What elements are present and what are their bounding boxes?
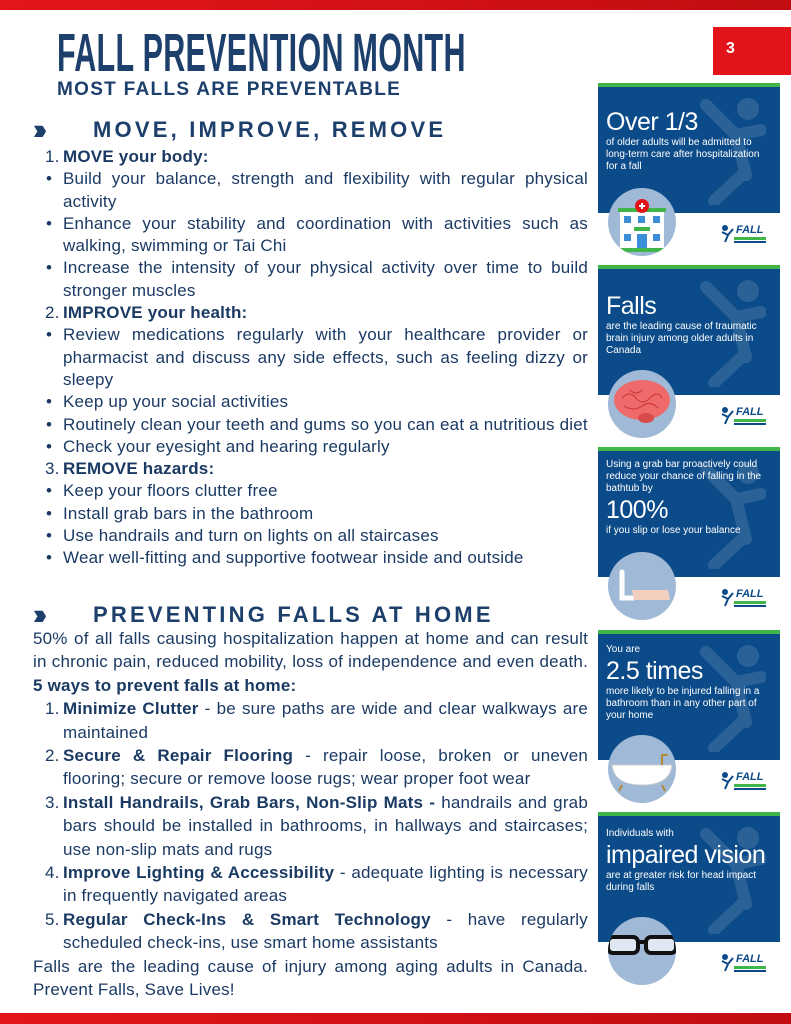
numbered-item — [33, 908, 588, 955]
bullet-item — [33, 503, 588, 525]
stat-pre-text: Individuals with — [606, 828, 674, 839]
bullet-text: Check your eyesight and hearing regularly — [63, 436, 390, 456]
list-number: 5. — [45, 909, 60, 929]
numbered-heading — [33, 458, 588, 480]
page-subtitle: MOST FALLS ARE PREVENTABLE — [57, 79, 402, 100]
stat-post-text: are the leading cause of traumatic brain injury among older adults in Canada — [606, 321, 757, 356]
section-title: PREVENTING FALLS AT HOME — [93, 601, 494, 627]
stat-pre-text: Using a grab bar proactively could reduce your chance of falling in the bathtub by — [606, 459, 762, 494]
page-title: FALL PREVENTION MONTH — [57, 23, 466, 83]
numbered-heading — [33, 146, 588, 168]
list-number: 2. — [45, 746, 60, 766]
stat-card — [598, 83, 780, 265]
numbered-item — [33, 697, 588, 744]
numbered-item — [33, 744, 588, 791]
bullet-text: Install grab bars in the bathroom — [63, 503, 314, 523]
stat-post-text: more likely to be injured falling in a bathroom than in any other part of your home — [606, 686, 760, 721]
hospital-icon — [608, 188, 676, 256]
item-text: - adequate lighting is necessary in frequently navigated areas — [63, 863, 588, 906]
stat-pre-text: You are — [606, 644, 641, 655]
list-number: 1. — [45, 147, 60, 166]
closing-paragraph: Falls are the leading cause of injury among aging adults in Canada. Prevent Falls, Save Lives! — [33, 956, 588, 1000]
stat-number: 2.5 times — [606, 657, 703, 685]
item-text: - repair loose, broken or uneven flooring; secure or remove loose rugs; wear proper foot wear — [63, 746, 589, 789]
bullet-item — [33, 257, 588, 302]
glasses-icon — [608, 917, 676, 985]
bullet-text: Enhance your stability and coordination with activities such as walking, swimming or Tai Chi — [63, 213, 588, 256]
top-bar — [0, 0, 791, 10]
chevrons-icon: ››› — [33, 112, 41, 146]
bottom-bar — [0, 1013, 791, 1024]
group-title: MOVE your body: — [63, 147, 209, 166]
section-title: MOVE, IMPROVE, REMOVE — [93, 116, 447, 142]
bullet-icon: • — [46, 481, 53, 501]
bullet-text: Build your balance, strength and flexibility with regular physical activity — [63, 169, 588, 211]
bathtub-icon — [608, 735, 676, 803]
chevrons-icon: ››› — [33, 597, 41, 631]
logo-text: FALL — [736, 224, 764, 236]
item-text: - have regularly scheduled check-ins, use smart home assistants — [63, 909, 588, 953]
bullet-item — [33, 391, 588, 413]
bullet-item — [33, 324, 588, 391]
numbered-heading — [33, 302, 588, 324]
fall-prevention-logo — [720, 770, 768, 792]
bullet-text: Use handrails and turn on lights on all staircases — [63, 526, 439, 546]
stat-card — [598, 265, 780, 447]
logo-text: FALL — [736, 406, 764, 418]
section-move-content — [33, 146, 588, 570]
bullet-text: Routinely clean your teeth and gums so you can eat a nutritious diet — [63, 414, 588, 434]
numbered-item — [33, 861, 588, 908]
bullet-icon: • — [46, 258, 53, 278]
intro-paragraph — [33, 627, 588, 697]
page-number: 3 — [713, 27, 791, 75]
item-title: Minimize Clutter — [63, 699, 199, 719]
section-heading-move — [33, 114, 446, 145]
logo-text: FALL — [736, 588, 764, 600]
grab-bar-icon — [608, 552, 676, 620]
list-number: 2. — [45, 303, 60, 323]
bullet-icon: • — [46, 325, 53, 345]
bullet-item — [33, 168, 588, 213]
fall-prevention-logo — [720, 405, 768, 427]
list-number: 4. — [45, 863, 60, 883]
intro-text: 50% of all falls causing hospitalization happen at home and can result in chronic pain, reduced mobility, loss of independence and even death. — [33, 629, 588, 672]
bullet-item — [33, 525, 588, 547]
item-title: Improve Lighting & Accessibility — [63, 863, 335, 883]
logo-text: FALL — [736, 953, 764, 965]
bullet-icon: • — [46, 414, 53, 434]
fall-prevention-logo — [720, 223, 768, 245]
bullet-icon: • — [46, 213, 53, 233]
stat-post-text: of older adults will be admitted to long-term care after hospitalization for a fall — [606, 137, 760, 172]
logo-text: FALL — [736, 771, 764, 783]
list-number: 1. — [45, 699, 60, 719]
stat-number: impaired vision — [606, 841, 766, 869]
section-heading-home — [33, 599, 494, 630]
stat-post-text: if you slip or lose your balance — [606, 525, 741, 536]
group-title: REMOVE hazards: — [63, 459, 215, 479]
list-number: 3. — [45, 792, 60, 812]
bullet-text: Increase the intensity of your physical activity over time to build stronger muscles — [63, 258, 588, 300]
bullet-item — [33, 547, 588, 569]
stat-card — [598, 812, 780, 994]
stat-number: Falls — [606, 292, 657, 320]
bullet-icon: • — [46, 548, 53, 568]
item-text: - be sure paths are wide and clear walkways are maintained — [63, 699, 588, 742]
bullet-icon: • — [46, 169, 53, 189]
bullet-item — [33, 213, 588, 258]
bullet-text: Review medications regularly with your healthcare provider or pharmacist and discuss any side effects, such as feeling dizzy or sleepy — [63, 325, 588, 389]
bullet-item — [33, 480, 588, 502]
bullet-text: Wear well-fitting and supportive footwear inside and outside — [63, 548, 524, 568]
bullet-item — [33, 436, 588, 458]
bullet-icon: • — [46, 436, 53, 456]
item-title: Install Handrails, Grab Bars, Non-Slip Mats - — [63, 792, 436, 812]
group-title: IMPROVE your health: — [63, 303, 248, 323]
numbered-item — [33, 791, 588, 861]
bullet-icon: • — [46, 392, 53, 412]
stat-post-text: are at greater risk for head impact during falls — [606, 870, 757, 893]
item-title: Regular Check-Ins & Smart Technology — [63, 909, 431, 929]
fall-prevention-logo — [720, 952, 768, 974]
item-title: Secure & Repair Flooring — [63, 746, 294, 766]
bullet-item — [33, 414, 588, 436]
bullet-icon: • — [46, 503, 53, 523]
stat-number: 100% — [606, 496, 668, 524]
intro-bold: 5 ways to prevent falls at home: — [33, 675, 297, 695]
bullet-icon: • — [46, 526, 53, 546]
fall-prevention-logo — [720, 587, 768, 609]
bullet-text: Keep up your social activities — [63, 392, 289, 412]
bullet-text: Keep your floors clutter free — [63, 481, 278, 501]
list-number: 3. — [45, 459, 60, 479]
stat-card — [598, 447, 780, 629]
section-home-content — [33, 627, 588, 1002]
brain-icon — [608, 370, 676, 438]
stat-number: Over 1/3 — [606, 108, 698, 136]
stat-card — [598, 630, 780, 812]
item-text: handrails and grab bars should be installed in bathrooms, in hallways and staircases; use non-slip mats and rugs — [63, 792, 588, 859]
